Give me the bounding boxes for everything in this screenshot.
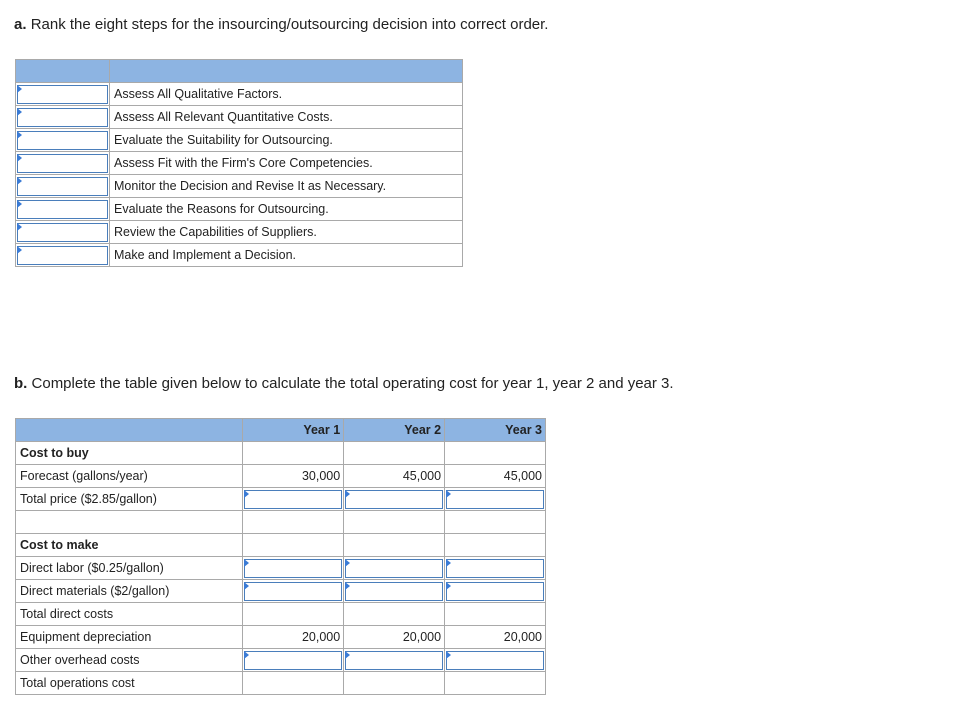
direct-labor-input-2[interactable] (345, 559, 443, 578)
forecast-year-1: 30,000 (243, 465, 344, 488)
direct-labor-input-1[interactable] (244, 559, 342, 578)
total-price-input-1[interactable] (244, 490, 342, 509)
direct-materials-input-2[interactable] (345, 582, 443, 601)
table-row (16, 244, 463, 267)
other-overhead-input-2[interactable] (345, 651, 443, 670)
ranking-header-step (110, 60, 463, 83)
question-a (14, 16, 548, 33)
empty-cell (243, 672, 344, 695)
step-label: Assess All Qualitative Factors. (110, 83, 463, 106)
equipment-year-1: 20,000 (243, 626, 344, 649)
rank-dropdown-5[interactable] (16, 175, 110, 198)
question-a-label: a. (14, 16, 27, 33)
direct-materials-year-3[interactable] (445, 580, 546, 603)
ranking-header-rank (16, 60, 110, 83)
row-label-total-operations: Total operations cost (16, 672, 243, 695)
table-row (16, 580, 546, 603)
empty-cell (344, 511, 445, 534)
other-overhead-input-3[interactable] (446, 651, 544, 670)
question-a-text: Rank the eight steps for the insourcing/outsourcing decision into correct order. (30, 16, 549, 33)
rank-select-6[interactable] (17, 200, 108, 219)
question-b (14, 375, 674, 392)
rank-dropdown-1[interactable] (16, 83, 110, 106)
header-year-1: Year 1 (243, 419, 344, 442)
table-row (16, 672, 546, 695)
total-price-input-2[interactable] (345, 490, 443, 509)
row-label-cost-to-buy: Cost to buy (16, 442, 243, 465)
rank-dropdown-2[interactable] (16, 106, 110, 129)
table-row (16, 198, 463, 221)
table-row (16, 221, 463, 244)
step-label: Evaluate the Reasons for Outsourcing. (110, 198, 463, 221)
direct-materials-input-3[interactable] (446, 582, 544, 601)
forecast-year-3: 45,000 (445, 465, 546, 488)
table-row (16, 511, 546, 534)
rank-select-4[interactable] (17, 154, 108, 173)
rank-select-2[interactable] (17, 108, 108, 127)
empty-cell (243, 603, 344, 626)
empty-cell (344, 603, 445, 626)
empty-cell (243, 442, 344, 465)
empty-cell (16, 511, 243, 534)
other-overhead-year-1[interactable] (243, 649, 344, 672)
row-label-equipment: Equipment depreciation (16, 626, 243, 649)
table-row (16, 534, 546, 557)
rank-dropdown-7[interactable] (16, 221, 110, 244)
rank-select-3[interactable] (17, 131, 108, 150)
rank-select-7[interactable] (17, 223, 108, 242)
row-label-total-price: Total price ($2.85/gallon) (16, 488, 243, 511)
forecast-year-2: 45,000 (344, 465, 445, 488)
equipment-year-3: 20,000 (445, 626, 546, 649)
total-price-year-2[interactable] (344, 488, 445, 511)
other-overhead-year-2[interactable] (344, 649, 445, 672)
direct-materials-input-1[interactable] (244, 582, 342, 601)
table-row (16, 175, 463, 198)
table-row (16, 465, 546, 488)
table-row (16, 129, 463, 152)
total-price-year-1[interactable] (243, 488, 344, 511)
table-row (16, 649, 546, 672)
table-row (16, 106, 463, 129)
row-label-forecast: Forecast (gallons/year) (16, 465, 243, 488)
table-row (16, 488, 546, 511)
rank-dropdown-6[interactable] (16, 198, 110, 221)
direct-labor-year-1[interactable] (243, 557, 344, 580)
row-label-total-direct: Total direct costs (16, 603, 243, 626)
cost-table (15, 418, 546, 695)
step-label: Assess All Relevant Quantitative Costs. (110, 106, 463, 129)
rank-select-8[interactable] (17, 246, 108, 265)
ranking-header-row (16, 60, 463, 83)
rank-dropdown-3[interactable] (16, 129, 110, 152)
row-label-other-overhead: Other overhead costs (16, 649, 243, 672)
table-row (16, 152, 463, 175)
total-price-input-3[interactable] (446, 490, 544, 509)
table-row (16, 626, 546, 649)
row-label-cost-to-make: Cost to make (16, 534, 243, 557)
header-year-2: Year 2 (344, 419, 445, 442)
rank-dropdown-8[interactable] (16, 244, 110, 267)
total-price-year-3[interactable] (445, 488, 546, 511)
question-b-text: Complete the table given below to calculate the total operating cost for year 1, year 2 and year 3. (31, 375, 674, 392)
table-row (16, 442, 546, 465)
direct-materials-year-1[interactable] (243, 580, 344, 603)
rank-dropdown-4[interactable] (16, 152, 110, 175)
empty-cell (445, 442, 546, 465)
empty-cell (445, 603, 546, 626)
step-label: Monitor the Decision and Revise It as Necessary. (110, 175, 463, 198)
step-label: Evaluate the Suitability for Outsourcing. (110, 129, 463, 152)
empty-cell (445, 511, 546, 534)
row-label-direct-labor: Direct labor ($0.25/gallon) (16, 557, 243, 580)
direct-labor-input-3[interactable] (446, 559, 544, 578)
empty-cell (445, 534, 546, 557)
step-label: Review the Capabilities of Suppliers. (110, 221, 463, 244)
empty-cell (344, 534, 445, 557)
empty-cell (243, 511, 344, 534)
header-year-3: Year 3 (445, 419, 546, 442)
empty-cell (243, 534, 344, 557)
question-b-label: b. (14, 375, 28, 392)
row-label-direct-materials: Direct materials ($2/gallon) (16, 580, 243, 603)
step-label: Assess Fit with the Firm's Core Competencies. (110, 152, 463, 175)
cost-header-row (16, 419, 546, 442)
ranking-table (15, 59, 463, 267)
direct-materials-year-2[interactable] (344, 580, 445, 603)
rank-select-1[interactable] (17, 85, 108, 104)
empty-cell (344, 672, 445, 695)
table-row (16, 603, 546, 626)
table-row (16, 83, 463, 106)
step-label: Make and Implement a Decision. (110, 244, 463, 267)
empty-cell (344, 442, 445, 465)
other-overhead-input-1[interactable] (244, 651, 342, 670)
table-row (16, 557, 546, 580)
equipment-year-2: 20,000 (344, 626, 445, 649)
direct-labor-year-2[interactable] (344, 557, 445, 580)
cost-header-blank (16, 419, 243, 442)
other-overhead-year-3[interactable] (445, 649, 546, 672)
rank-select-5[interactable] (17, 177, 108, 196)
empty-cell (445, 672, 546, 695)
direct-labor-year-3[interactable] (445, 557, 546, 580)
